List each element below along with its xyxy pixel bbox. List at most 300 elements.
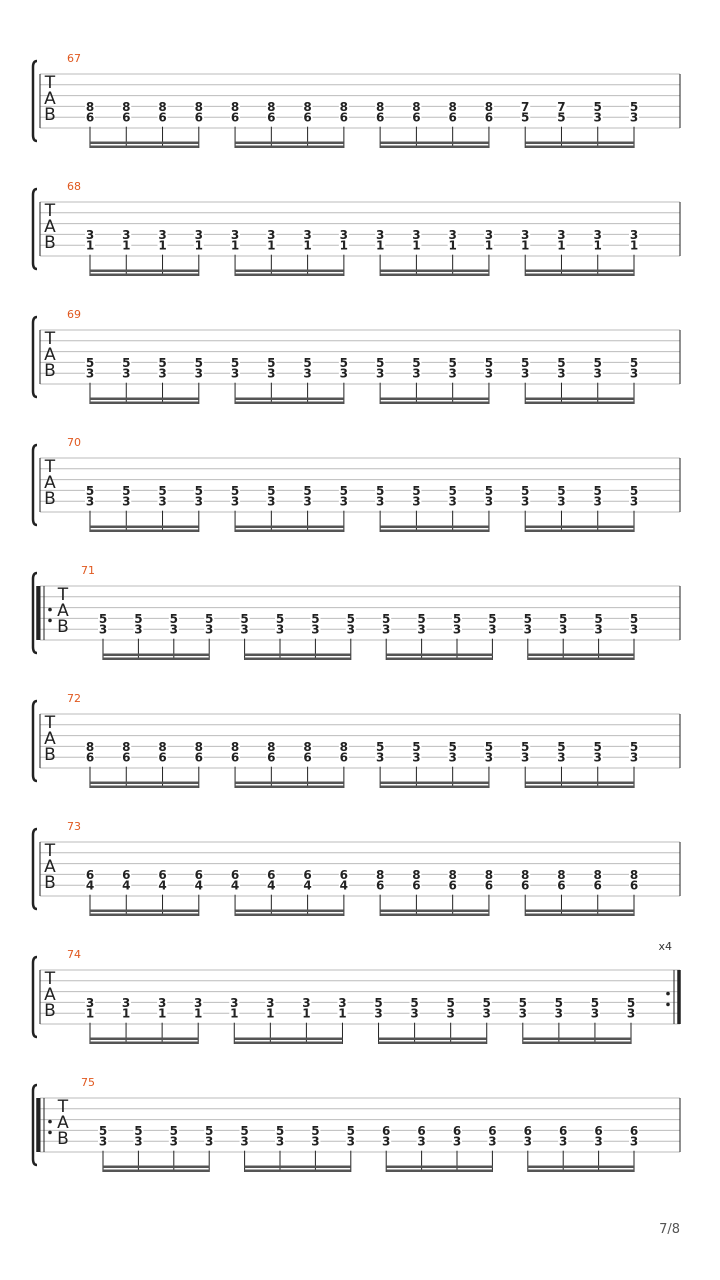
fret-number-upper: 5	[85, 483, 95, 498]
fret-number-lower: 3	[267, 494, 276, 509]
beam-secondary	[245, 654, 351, 657]
beam-secondary	[90, 782, 199, 785]
beam-primary	[90, 914, 199, 917]
fret-number-lower: 4	[267, 878, 276, 893]
fret-number-lower: 1	[448, 238, 457, 253]
fret-number-lower: 3	[629, 366, 639, 381]
fret-number-upper: 8	[448, 99, 457, 114]
beam-primary	[386, 1170, 492, 1173]
beam-primary	[235, 274, 344, 277]
fret-number-lower: 3	[446, 1006, 455, 1021]
repeat-dot	[48, 608, 52, 612]
system-bracket	[33, 61, 37, 141]
fret-number-upper: 8	[339, 99, 349, 114]
beam-primary	[90, 146, 199, 149]
fret-number-upper: 6	[303, 867, 312, 882]
fret-number-lower: 6	[85, 110, 95, 125]
fret-number-upper: 6	[230, 867, 240, 882]
fret-number-lower: 3	[557, 494, 566, 509]
beam-secondary	[525, 526, 634, 529]
fret-number-upper: 8	[303, 99, 312, 114]
fret-number-lower: 3	[158, 494, 167, 509]
fret-number-upper: 5	[557, 739, 566, 754]
fret-number-lower: 3	[382, 622, 391, 637]
fret-number-upper: 8	[122, 739, 131, 754]
measure-number: 72	[67, 692, 81, 705]
fret-number-upper: 8	[230, 739, 240, 754]
beam-primary	[528, 658, 634, 661]
fret-number-upper: 3	[412, 227, 421, 242]
repeat-dot	[666, 1003, 670, 1007]
fret-number-lower: 3	[303, 494, 312, 509]
tab-clef-letter: B	[44, 873, 56, 893]
fret-number-lower: 1	[302, 1006, 311, 1021]
beam-secondary	[235, 782, 344, 785]
fret-number-upper: 3	[557, 227, 566, 242]
fret-number-upper: 5	[194, 483, 203, 498]
fret-number-lower: 3	[629, 110, 639, 125]
repeat-dot	[48, 1131, 52, 1135]
fret-number-lower: 3	[375, 366, 385, 381]
beam-primary	[90, 1042, 198, 1045]
fret-number-lower: 1	[194, 238, 203, 253]
fret-number-lower: 1	[303, 238, 312, 253]
fret-number-lower: 4	[339, 878, 349, 893]
beam-primary	[525, 402, 634, 405]
fret-number-upper: 3	[484, 227, 494, 242]
fret-number-lower: 6	[267, 110, 276, 125]
fret-number-upper: 5	[85, 355, 95, 370]
fret-number-lower: 1	[484, 238, 494, 253]
fret-number-upper: 5	[346, 611, 355, 626]
fret-number-lower: 5	[557, 110, 566, 125]
fret-number-upper: 5	[554, 995, 564, 1010]
fret-number-lower: 6	[303, 110, 312, 125]
fret-number-lower: 3	[346, 622, 355, 637]
tab-clef-letter: B	[57, 1129, 69, 1149]
beam-primary	[90, 786, 199, 789]
tab-clef-letter: B	[44, 233, 56, 253]
tab-clef-letter: A	[44, 857, 56, 877]
tab-clef-letter: A	[44, 217, 56, 237]
fret-number-upper: 6	[488, 1123, 497, 1138]
beam-secondary	[103, 654, 209, 657]
fret-number-lower: 6	[230, 750, 240, 765]
beam-primary	[525, 786, 634, 789]
fret-number-lower: 3	[518, 1006, 527, 1021]
fret-number-lower: 6	[303, 750, 312, 765]
beam-primary	[103, 658, 209, 661]
measure-number: 74	[67, 948, 81, 961]
fret-number-lower: 6	[557, 878, 566, 893]
fret-number-upper: 6	[194, 867, 203, 882]
fret-number-lower: 3	[375, 494, 385, 509]
fret-number-upper: 5	[205, 611, 214, 626]
fret-number-upper: 5	[629, 611, 639, 626]
fret-number-upper: 5	[98, 611, 108, 626]
fret-number-lower: 3	[85, 366, 95, 381]
fret-number-lower: 3	[593, 750, 602, 765]
system-bracket	[33, 957, 37, 1037]
beam-secondary	[380, 142, 489, 145]
fret-number-upper: 3	[339, 227, 349, 242]
fret-number-upper: 6	[559, 1123, 568, 1138]
fret-number-lower: 6	[230, 110, 240, 125]
fret-number-lower: 3	[169, 622, 178, 637]
fret-number-upper: 3	[157, 995, 167, 1010]
tab-clef-letter: B	[57, 617, 69, 637]
beam-primary	[386, 658, 492, 661]
fret-number-upper: 5	[593, 99, 602, 114]
fret-number-upper: 5	[412, 355, 421, 370]
beam-primary	[235, 146, 344, 149]
beam-secondary	[386, 654, 492, 657]
fret-number-lower: 3	[523, 1134, 532, 1149]
fret-number-lower: 6	[122, 750, 131, 765]
fret-number-lower: 3	[382, 1134, 391, 1149]
fret-number-lower: 6	[593, 878, 602, 893]
system-bracket	[33, 445, 37, 525]
fret-number-upper: 5	[169, 611, 178, 626]
fret-number-upper: 5	[482, 995, 491, 1010]
fret-number-upper: 3	[230, 995, 239, 1010]
beam-primary	[525, 530, 634, 533]
tab-clef-letter: A	[44, 345, 56, 365]
fret-number-upper: 5	[594, 611, 603, 626]
fret-number-upper: 5	[412, 739, 421, 754]
fret-number-lower: 3	[339, 494, 349, 509]
fret-number-upper: 7	[557, 99, 566, 114]
fret-number-lower: 4	[230, 878, 240, 893]
tab-clef-letter: A	[57, 601, 69, 621]
fret-number-upper: 5	[230, 355, 240, 370]
fret-number-upper: 6	[158, 867, 167, 882]
tab-clef-letter: B	[44, 489, 56, 509]
tab-clef-letter: B	[44, 105, 56, 125]
fret-number-upper: 5	[169, 1123, 178, 1138]
fret-number-lower: 3	[629, 750, 639, 765]
fret-number-lower: 3	[275, 622, 285, 637]
fret-number-upper: 5	[412, 483, 421, 498]
fret-number-lower: 1	[85, 1006, 95, 1021]
fret-number-upper: 5	[346, 1123, 355, 1138]
fret-number-lower: 6	[267, 750, 276, 765]
beam-primary	[234, 1042, 342, 1045]
fret-number-lower: 3	[484, 750, 494, 765]
fret-number-lower: 3	[267, 366, 276, 381]
fret-number-upper: 8	[194, 739, 203, 754]
fret-number-lower: 3	[303, 366, 312, 381]
beam-secondary	[90, 910, 199, 913]
measure-number: 68	[67, 180, 81, 193]
fret-number-lower: 3	[134, 1134, 143, 1149]
fret-number-upper: 8	[412, 99, 421, 114]
fret-number-lower: 3	[275, 1134, 285, 1149]
beam-primary	[525, 914, 634, 917]
fret-number-lower: 3	[375, 750, 385, 765]
fret-number-upper: 5	[448, 739, 457, 754]
fret-number-lower: 1	[521, 238, 530, 253]
beam-secondary	[525, 270, 634, 273]
fret-number-upper: 5	[484, 739, 494, 754]
fret-number-lower: 6	[339, 750, 349, 765]
tab-clef-letter: T	[57, 1097, 69, 1117]
fret-number-upper: 3	[375, 227, 385, 242]
fret-number-upper: 8	[267, 739, 276, 754]
tab-clef-letter: T	[57, 585, 69, 605]
fret-number-upper: 5	[194, 355, 203, 370]
fret-number-upper: 5	[559, 611, 568, 626]
tab-clef-letter: T	[44, 73, 56, 93]
beam-primary	[523, 1042, 631, 1045]
repeat-dot	[666, 992, 670, 996]
fret-number-upper: 5	[122, 355, 131, 370]
fret-number-lower: 3	[122, 366, 131, 381]
beam-secondary	[90, 270, 199, 273]
fret-number-upper: 8	[194, 99, 203, 114]
beam-secondary	[525, 398, 634, 401]
fret-number-lower: 3	[590, 1006, 600, 1021]
fret-number-lower: 6	[85, 750, 95, 765]
beam-secondary	[528, 654, 634, 657]
fret-number-lower: 1	[122, 238, 131, 253]
fret-number-lower: 3	[122, 494, 131, 509]
fret-number-lower: 4	[158, 878, 167, 893]
fret-number-lower: 3	[205, 1134, 214, 1149]
fret-number-upper: 5	[488, 611, 497, 626]
fret-number-lower: 1	[629, 238, 639, 253]
fret-number-upper: 8	[267, 99, 276, 114]
fret-number-lower: 3	[629, 494, 639, 509]
fret-number-upper: 3	[302, 995, 311, 1010]
fret-number-upper: 3	[85, 227, 95, 242]
fret-number-upper: 8	[158, 739, 167, 754]
beam-secondary	[380, 270, 489, 273]
fret-number-upper: 5	[311, 1123, 320, 1138]
fret-number-lower: 3	[346, 1134, 355, 1149]
fret-number-upper: 8	[158, 99, 167, 114]
fret-number-lower: 6	[412, 110, 421, 125]
fret-number-upper: 5	[134, 1123, 143, 1138]
beam-primary	[103, 1170, 209, 1173]
fret-number-upper: 8	[412, 867, 421, 882]
beam-primary	[525, 146, 634, 149]
fret-number-lower: 3	[412, 366, 421, 381]
fret-number-lower: 3	[194, 494, 203, 509]
fret-number-upper: 8	[629, 867, 639, 882]
repeat-dot	[48, 619, 52, 623]
tab-clef-letter: T	[44, 713, 56, 733]
beam-primary	[379, 1042, 487, 1045]
fret-number-upper: 8	[375, 867, 385, 882]
fret-number-upper: 5	[230, 483, 240, 498]
fret-number-lower: 3	[482, 1006, 491, 1021]
fret-number-lower: 3	[521, 750, 530, 765]
fret-number-lower: 1	[593, 238, 602, 253]
measure-number: 69	[67, 308, 81, 321]
fret-number-upper: 5	[374, 995, 383, 1010]
fret-number-lower: 3	[448, 494, 457, 509]
measure-number: 75	[81, 1076, 95, 1089]
fret-number-upper: 8	[85, 99, 95, 114]
beam-secondary	[90, 526, 199, 529]
beam-secondary	[380, 526, 489, 529]
tab-clef-letter: A	[44, 89, 56, 109]
beam-secondary	[379, 1038, 487, 1041]
fret-number-upper: 5	[629, 355, 639, 370]
beam-secondary	[528, 1166, 634, 1169]
fret-number-lower: 3	[488, 622, 497, 637]
fret-number-lower: 3	[311, 1134, 320, 1149]
fret-number-lower: 1	[194, 1006, 203, 1021]
fret-number-upper: 5	[521, 739, 530, 754]
fret-number-lower: 3	[134, 622, 143, 637]
beam-primary	[235, 786, 344, 789]
fret-number-lower: 3	[412, 494, 421, 509]
fret-number-lower: 1	[267, 238, 276, 253]
fret-number-lower: 3	[158, 366, 167, 381]
fret-number-upper: 5	[626, 995, 636, 1010]
fret-number-upper: 5	[311, 611, 320, 626]
beam-primary	[380, 786, 489, 789]
fret-number-lower: 3	[593, 494, 602, 509]
tab-clef-letter: B	[44, 361, 56, 381]
fret-number-upper: 8	[448, 867, 457, 882]
fret-number-lower: 3	[452, 622, 462, 637]
fret-number-lower: 4	[122, 878, 131, 893]
fret-number-upper: 3	[521, 227, 530, 242]
tab-clef-letter: T	[44, 201, 56, 221]
fret-number-lower: 3	[448, 750, 457, 765]
fret-number-lower: 1	[230, 238, 240, 253]
beam-primary	[90, 402, 199, 405]
fret-number-lower: 3	[98, 622, 108, 637]
fret-number-lower: 1	[157, 1006, 167, 1021]
fret-number-lower: 3	[484, 494, 494, 509]
fret-number-lower: 3	[85, 494, 95, 509]
fret-number-lower: 6	[194, 110, 203, 125]
tab-clef-letter: A	[44, 729, 56, 749]
fret-number-upper: 5	[521, 483, 530, 498]
fret-number-upper: 5	[417, 611, 426, 626]
tab-clef-letter: A	[57, 1113, 69, 1133]
fret-number-upper: 5	[446, 995, 455, 1010]
fret-number-upper: 5	[629, 739, 639, 754]
fret-number-upper: 5	[98, 1123, 108, 1138]
fret-number-upper: 5	[593, 739, 602, 754]
beam-secondary	[103, 1166, 209, 1169]
fret-number-lower: 3	[521, 494, 530, 509]
fret-number-upper: 5	[593, 355, 602, 370]
fret-number-lower: 3	[554, 1006, 564, 1021]
beam-secondary	[523, 1038, 631, 1041]
fret-number-lower: 3	[557, 750, 566, 765]
beam-primary	[525, 274, 634, 277]
fret-number-upper: 8	[122, 99, 131, 114]
repeat-count: x4	[658, 940, 672, 953]
fret-number-upper: 3	[194, 227, 203, 242]
fret-number-lower: 3	[629, 622, 639, 637]
fret-number-lower: 3	[593, 110, 602, 125]
fret-number-lower: 3	[626, 1006, 636, 1021]
beam-primary	[235, 402, 344, 405]
fret-number-upper: 5	[240, 1123, 249, 1138]
fret-number-lower: 3	[240, 622, 249, 637]
fret-number-upper: 5	[484, 483, 494, 498]
fret-number-lower: 3	[417, 622, 426, 637]
fret-number-upper: 6	[85, 867, 95, 882]
fret-number-upper: 5	[593, 483, 602, 498]
fret-number-lower: 6	[375, 110, 385, 125]
fret-number-lower: 3	[593, 366, 602, 381]
fret-number-lower: 1	[158, 238, 167, 253]
fret-number-lower: 1	[339, 238, 349, 253]
fret-number-upper: 8	[339, 739, 349, 754]
tab-clef-letter: T	[44, 329, 56, 349]
fret-number-upper: 5	[122, 483, 131, 498]
fret-number-upper: 6	[594, 1123, 603, 1138]
beam-secondary	[380, 910, 489, 913]
fret-number-upper: 3	[303, 227, 312, 242]
fret-number-lower: 4	[303, 878, 312, 893]
fret-number-lower: 1	[557, 238, 566, 253]
beam-primary	[90, 530, 199, 533]
beam-secondary	[234, 1038, 342, 1041]
fret-number-upper: 3	[448, 227, 457, 242]
fret-number-upper: 5	[518, 995, 527, 1010]
fret-number-upper: 6	[417, 1123, 426, 1138]
fret-number-lower: 6	[375, 878, 385, 893]
beam-secondary	[380, 398, 489, 401]
beam-secondary	[235, 910, 344, 913]
fret-number-lower: 3	[412, 750, 421, 765]
fret-number-upper: 3	[158, 227, 167, 242]
fret-number-lower: 3	[339, 366, 349, 381]
fret-number-upper: 5	[375, 739, 385, 754]
fret-number-lower: 3	[410, 1006, 419, 1021]
fret-number-lower: 6	[448, 110, 457, 125]
fret-number-upper: 5	[382, 611, 391, 626]
fret-number-upper: 6	[382, 1123, 391, 1138]
fret-number-upper: 8	[484, 867, 494, 882]
fret-number-upper: 3	[122, 227, 131, 242]
fret-number-upper: 3	[629, 227, 639, 242]
fret-number-lower: 6	[339, 110, 349, 125]
system-bracket	[33, 317, 37, 397]
fret-number-upper: 3	[230, 227, 240, 242]
fret-number-upper: 3	[121, 995, 131, 1010]
fret-number-upper: 6	[523, 1123, 532, 1138]
system-bracket	[33, 829, 37, 909]
fret-number-upper: 5	[521, 355, 530, 370]
fret-number-upper: 6	[629, 1123, 639, 1138]
beam-secondary	[235, 398, 344, 401]
fret-number-lower: 1	[230, 1006, 239, 1021]
tab-clef-letter: A	[44, 985, 56, 1005]
fret-number-upper: 5	[629, 483, 639, 498]
fret-number-lower: 3	[484, 366, 494, 381]
fret-number-lower: 6	[521, 878, 530, 893]
fret-number-upper: 5	[448, 483, 457, 498]
fret-number-upper: 8	[557, 867, 566, 882]
fret-number-lower: 3	[594, 1134, 603, 1149]
fret-number-upper: 3	[194, 995, 203, 1010]
beam-primary	[528, 1170, 634, 1173]
measure-number: 73	[67, 820, 81, 833]
fret-number-upper: 5	[267, 483, 276, 498]
fret-number-upper: 5	[375, 483, 385, 498]
beam-primary	[380, 530, 489, 533]
